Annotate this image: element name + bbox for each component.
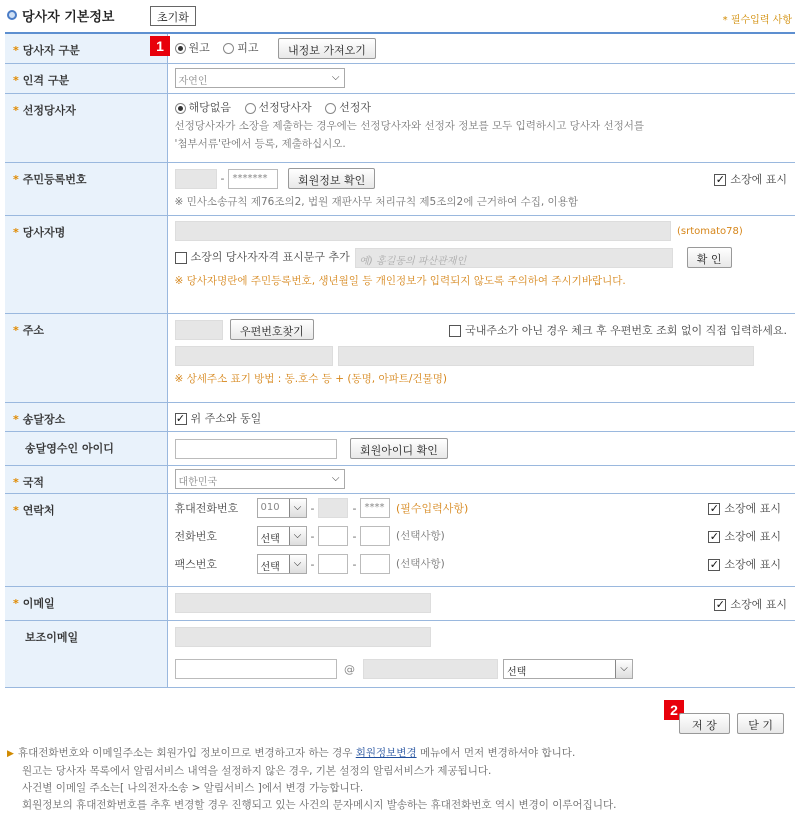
footer-line2: 원고는 당사자 목록에서 알림서비스 내역을 설정하지 않은 경우, 기본 설정의 알림서비스가 제공됩니다. xyxy=(22,765,492,777)
label-party-type: 당사자 구분 xyxy=(22,44,80,57)
label-delivery: 송달장소 xyxy=(22,413,66,426)
mobile-prefix-value: 010 xyxy=(260,502,280,513)
address-note: ※ 상세주소 표기 방법 : 동.호수 등 + (동명, 아파트/건물명) xyxy=(174,373,447,385)
footer-notes xyxy=(7,745,797,814)
phone-middle-input[interactable] xyxy=(318,526,348,546)
chevron-down-icon: ⌵ xyxy=(289,527,306,545)
circle-bullet-icon xyxy=(7,10,17,20)
footer-line1-pre: 휴대전화번호와 이메일주소는 회원가입 정보이므로 변경하고자 하는 경우 xyxy=(17,747,353,759)
chevron-down-icon: ⌵ xyxy=(615,660,632,678)
step-badge-2: 2 xyxy=(664,700,684,720)
arrow-right-icon: ▶ xyxy=(7,749,14,759)
mobile-label: 휴대전화번호 xyxy=(174,502,239,515)
title-checkbox-label: 소장의 당사자자격 표시문구 추가 xyxy=(190,250,350,264)
footer-line3: 사건별 이메일 주소는[ 나의전자소송 > 알림서비스 ]에서 변경 가능합니다. xyxy=(22,782,364,794)
label-selected-party: 선정당사자 xyxy=(22,104,76,117)
phone-prefix-select[interactable] xyxy=(257,526,307,546)
mobile-required-note: (필수입력사항) xyxy=(395,502,469,515)
label-nationality: 국적 xyxy=(22,476,45,489)
radio-selected-party-label: 선정당사자 xyxy=(258,101,312,114)
selected-party-note-1: 선정당사자가 소장을 제출하는 경우에는 선정당사자와 선정자 정보를 모두 입력하시고 당사자 선정서를 xyxy=(174,120,645,132)
footer-line1-post: 메뉴에서 먼저 변경하셔야 합니다. xyxy=(419,747,576,759)
nationality-value: 대한민국 xyxy=(178,477,218,488)
postal-search-button[interactable]: 우편번호찾기 xyxy=(230,319,314,340)
step-badge-1: 1 xyxy=(150,36,170,56)
mobile-middle-input[interactable] xyxy=(318,498,348,518)
load-my-info-button[interactable]: 내정보 가져오기 xyxy=(278,38,376,59)
sub-email-domain-input[interactable] xyxy=(363,659,498,679)
rrn-show-checkbox[interactable]: ✓ xyxy=(715,173,725,186)
radio-none-label: 해당없음 xyxy=(188,101,232,114)
rrn-front-input[interactable] xyxy=(175,169,217,189)
label-sub-email: 보조이메일 xyxy=(25,631,79,644)
rrn-note: ※ 민사소송규칙 제76조의2, 법원 재판사무 처리규칙 제5조의2에 근거하여 수집, 이용함 xyxy=(174,196,578,208)
required-note: * 필수입력 사항 xyxy=(722,15,792,26)
form-actions xyxy=(679,713,784,734)
radio-plaintiff-label: 원고 xyxy=(188,41,210,55)
email-input[interactable] xyxy=(175,593,431,613)
email-domain-select[interactable] xyxy=(503,659,633,679)
label-address: 주소 xyxy=(22,324,45,337)
phone-optional-note: (선택사항) xyxy=(395,530,445,542)
chevron-down-icon: ⌵ xyxy=(289,555,306,573)
mobile-prefix-select[interactable] xyxy=(257,498,307,518)
section-title: 당사자 기본정보 xyxy=(22,10,115,25)
chevron-down-icon: ⌵ xyxy=(289,499,306,517)
address-input[interactable] xyxy=(175,346,333,366)
email-show-label: 소장에 표시 xyxy=(730,598,787,611)
foreign-address-label: 국내주소가 아닌 경우 체크 후 우편번호 조회 없이 직접 입력하세요. xyxy=(465,324,787,337)
at-sign: @ xyxy=(344,662,355,676)
fax-optional-note: (선택사항) xyxy=(395,558,445,570)
selected-party-note-2: '첨부서류'란에서 등록, 제출하십시오. xyxy=(174,138,346,150)
same-address-checkbox[interactable]: ✓ xyxy=(175,412,186,425)
radio-none[interactable] xyxy=(175,103,186,114)
phone-prefix-value: 선택 xyxy=(260,534,280,545)
phone-show-label: 소장에 표시 xyxy=(724,530,781,543)
fax-show-checkbox[interactable]: ✓ xyxy=(709,558,719,571)
reset-button[interactable]: 초기화 xyxy=(150,6,196,26)
party-form: * 당사자 구분 원고 피고 내정보 가져오기 * 인격 구분 자연인 ⌵ * 선정당사자 해당없음 선정당사자 선정자 선정당사자가 소장을 제출하는 경우에는 선정당사자와 선정자 정보를 모두 입력하시고 당사자 선정서를 '첨부서류'란에서 등록, 제출하십시오. * 주민등록번호 - ******* 회원정보 확인 ✓ 소장에 표시 ※ 민사소송규칙 제76조의2, 법원 재판사무 처리규칙 제5조의2에 근거하여 수집, 이용함 * 당사자명 (srtomato78) 소장의 당사자자격 표시문구 추가 예) 홍길동의 파산관재인 확 인 ※ 당사자명란에 주민등록번호, 생년월일 등 개인정보가 입력되지 않도록 주의하여 주시기바랍니다. * 주소 우편번호찾기 국내주소가 아닌 경우 체크 후 우편번호 조회 없이 직접 입력하세요. ※ 상세주소 표기 방법 : 동.호수 등 + (동명, 아파트/건물명) * 송달장소 ✓ 위 주소와 동일 송달영수인 아이디 회원아이디 확인 * 국적 대한민국 ⌵ * 연락처 휴대전화번호 010 ⌵ - - **** (필수입력사항) ✓ 소장에 표시 전화번호 선택 ⌵ - - (선택사항) ✓ 소장에 표시 팩스번호 선택 ⌵ - - (선택사항) ✓ 소장에 표시 * 이메일 ✓ 소장에 표시 보조이메일 @ 선택 ⌵ xyxy=(5,32,795,688)
save-button[interactable]: 저 장 xyxy=(679,713,730,734)
radio-selected-party[interactable] xyxy=(245,103,256,114)
fax-middle-input[interactable] xyxy=(318,554,348,574)
email-show-checkbox[interactable]: ✓ xyxy=(715,598,725,611)
label-contact: 연락처 xyxy=(22,504,55,517)
title-confirm-button[interactable]: 확 인 xyxy=(687,247,732,268)
radio-defendant[interactable] xyxy=(223,43,234,54)
member-info-check-button[interactable]: 회원정보 확인 xyxy=(288,168,375,189)
label-party-name: 당사자명 xyxy=(22,226,66,239)
email-domain-select-value: 선택 xyxy=(507,667,527,678)
radio-selector-label: 선정자 xyxy=(339,101,372,114)
member-id-check-button[interactable]: 회원아이디 확인 xyxy=(350,438,448,459)
postal-code-input[interactable] xyxy=(175,320,223,340)
chevron-down-icon: ⌵ xyxy=(331,72,340,83)
rrn-show-label: 소장에 표시 xyxy=(730,173,787,186)
party-name-warning: ※ 당사자명란에 주민등록번호, 생년월일 등 개인정보가 입력되지 않도록 주의하여 주시기바랍니다. xyxy=(174,275,626,287)
person-type-select[interactable] xyxy=(175,68,345,88)
fax-label: 팩스번호 xyxy=(174,558,218,571)
phone-label: 전화번호 xyxy=(174,530,218,543)
sub-email-input[interactable] xyxy=(175,627,431,647)
chevron-down-icon: ⌵ xyxy=(331,473,340,484)
radio-plaintiff[interactable] xyxy=(175,43,186,54)
party-user-id: (srtomato78) xyxy=(677,226,743,237)
fax-last-input[interactable] xyxy=(360,554,390,574)
footer-line4: 회원정보의 휴대전화번호를 추후 변경할 경우 진행되고 있는 사건의 문자메시지 발송하는 휴대전화번호 역시 변경이 이루어집니다. xyxy=(22,799,617,811)
close-button[interactable]: 닫 기 xyxy=(737,713,784,734)
radio-selector[interactable] xyxy=(325,103,336,114)
mobile-last-input[interactable]: **** xyxy=(360,498,390,518)
party-name-input[interactable] xyxy=(175,221,671,241)
title-checkbox[interactable] xyxy=(175,252,187,264)
nationality-select[interactable] xyxy=(175,469,345,489)
person-type-value: 자연인 xyxy=(178,76,208,87)
rrn-back-input[interactable]: ******* xyxy=(228,169,278,189)
label-rrn: 주민등록번호 xyxy=(22,173,87,186)
phone-last-input[interactable] xyxy=(360,526,390,546)
label-email: 이메일 xyxy=(22,597,55,610)
mobile-show-checkbox[interactable]: ✓ xyxy=(709,502,719,515)
fax-show-label: 소장에 표시 xyxy=(724,558,781,571)
fax-prefix-select[interactable] xyxy=(257,554,307,574)
foreign-address-checkbox[interactable] xyxy=(449,325,461,337)
fax-prefix-value: 선택 xyxy=(260,562,280,573)
sub-email-local-input[interactable] xyxy=(175,659,337,679)
title-input[interactable]: 예) 홍길동의 파산관재인 xyxy=(355,248,673,268)
mobile-show-label: 소장에 표시 xyxy=(724,502,781,515)
label-receiver-id: 송달영수인 아이디 xyxy=(25,442,114,455)
receiver-id-input[interactable] xyxy=(175,439,337,459)
phone-show-checkbox[interactable]: ✓ xyxy=(709,530,719,543)
same-address-label: 위 주소와 동일 xyxy=(190,412,262,425)
label-person-type: 인격 구분 xyxy=(22,74,70,87)
member-info-change-link[interactable]: 회원정보변경 xyxy=(355,747,417,759)
radio-defendant-label: 피고 xyxy=(237,41,259,55)
section-header xyxy=(0,0,800,30)
address-detail-input[interactable] xyxy=(338,346,754,366)
